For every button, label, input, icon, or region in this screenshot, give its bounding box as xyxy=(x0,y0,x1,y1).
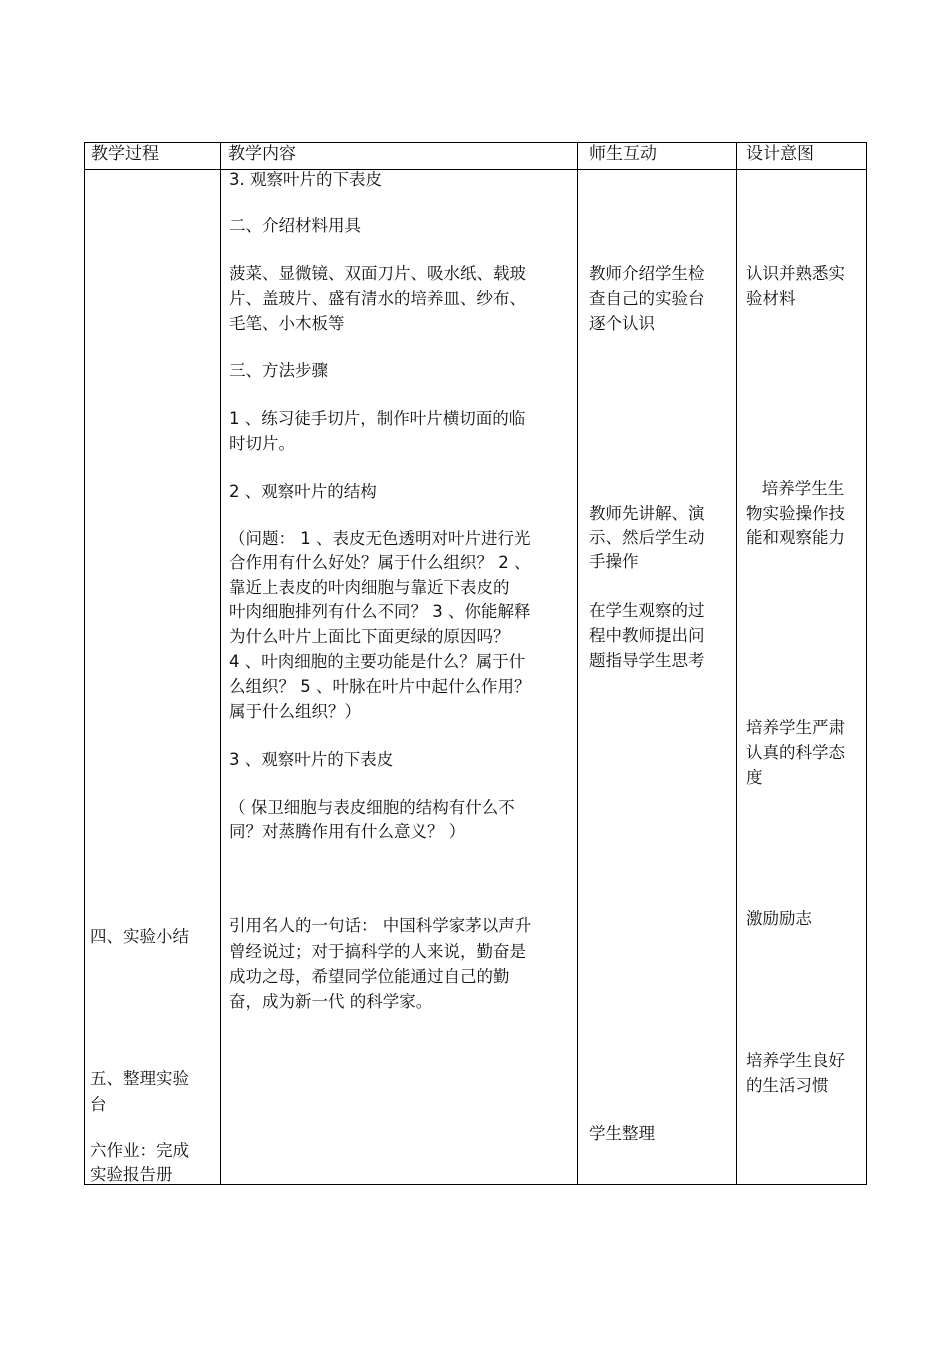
content-step3-question-line: 同？对蒸腾作用有什么意义？ ） xyxy=(229,822,466,841)
content-step2-title: 2 、观察叶片的结构 xyxy=(229,482,377,501)
header-interaction: 师生互动 xyxy=(589,144,657,164)
content-question-line: 合作用有什么好处？属于什么组织？ 2 、 xyxy=(229,553,531,572)
content-question-line: 属于什么组织？） xyxy=(229,702,361,721)
intent-attitude-line: 认真的科学态 xyxy=(746,743,845,762)
content-quote-line: 引用名人的一句话： 中国科学家茅以声升 xyxy=(229,916,532,935)
content-materials-line: 毛笔、小木板等 xyxy=(229,314,345,333)
intent-attitude-line: 培养学生严肃 xyxy=(746,718,845,737)
intent-habit-line: 的生活习惯 xyxy=(746,1076,829,1095)
content-question-line: 叶肉细胞排列有什么不同？ 3 、你能解释 xyxy=(229,602,531,621)
intent-familiar-line: 认识并熟悉实 xyxy=(746,264,845,283)
intent-skills-line: 能和观察能力 xyxy=(746,528,845,547)
intent-habit-line: 培养学生良好 xyxy=(746,1051,845,1070)
content-question-line: （问题： 1 、表皮无色透明对叶片进行光 xyxy=(229,529,531,548)
content-question-line: 么组织？ 5 、叶脉在叶片中起什么作用？ xyxy=(229,677,531,696)
interaction-guide-line: 题指导学生思考 xyxy=(589,651,705,670)
process-homework-line: 六作业：完成 xyxy=(90,1141,189,1160)
intent-motivate: 激励励志 xyxy=(746,909,812,928)
process-homework-line: 实验报告册 xyxy=(90,1165,173,1184)
content-step3-question-line: （ 保卫细胞与表皮细胞的结构有什么不 xyxy=(229,798,515,817)
content-step1-line: 1 、练习徒手切片，制作叶片横切面的临 xyxy=(229,409,526,428)
content-item3-top: 3. 观察叶片的下表皮 xyxy=(229,170,382,189)
interaction-intro-line: 教师介绍学生检 xyxy=(589,264,705,283)
intent-skills-line: 培养学生生 xyxy=(746,479,845,498)
intent-familiar-line: 验材料 xyxy=(746,289,796,308)
content-question-line: 为什么叶片上面比下面更绿的原因吗？ xyxy=(229,627,510,646)
interaction-intro-line: 查自己的实验台 xyxy=(589,289,705,308)
interaction-tidy: 学生整理 xyxy=(589,1124,655,1143)
interaction-demo-line: 教师先讲解、演 xyxy=(589,504,705,523)
interaction-demo-line: 手操作 xyxy=(589,552,639,571)
content-quote-line: 成功之母，希望同学位能通过自己的勤 xyxy=(229,967,510,986)
header-content: 教学内容 xyxy=(228,144,296,164)
content-section3-title: 三、方法步骤 xyxy=(229,361,328,380)
column-divider xyxy=(736,143,737,1184)
content-quote-line: 曾经说过；对于搞科学的人来说，勤奋是 xyxy=(229,942,526,961)
interaction-intro-line: 逐个认识 xyxy=(589,314,655,333)
content-materials-line: 菠菜、显微镜、双面刀片、吸水纸、载玻 xyxy=(229,264,526,283)
content-question-line: 靠近上表皮的叶肉细胞与靠近下表皮的 xyxy=(229,578,510,597)
column-divider xyxy=(577,143,578,1184)
process-summary: 四、实验小结 xyxy=(90,927,189,946)
content-section2-title: 二、介绍材料用具 xyxy=(229,216,361,235)
header-intent: 设计意图 xyxy=(746,144,814,164)
content-step1-line: 时切片。 xyxy=(229,434,295,453)
interaction-guide-line: 程中教师提出问 xyxy=(589,626,705,645)
intent-skills-line: 物实验操作技 xyxy=(746,504,845,523)
header-divider xyxy=(85,169,866,170)
interaction-demo-line: 示、然后学生动 xyxy=(589,528,705,547)
process-tidy-line: 五、整理实验 xyxy=(90,1069,189,1088)
content-question-line: 4 、叶肉细胞的主要功能是什么？属于什 xyxy=(229,652,526,671)
header-process: 教学过程 xyxy=(91,144,159,164)
interaction-guide-line: 在学生观察的过 xyxy=(589,601,705,620)
content-step3-title: 3 、观察叶片的下表皮 xyxy=(229,750,394,769)
content-quote-line: 奋，成为新一代 的科学家。 xyxy=(229,992,433,1011)
intent-attitude-line: 度 xyxy=(746,768,763,787)
content-materials-line: 片、盖玻片、盛有清水的培养皿、纱布、 xyxy=(229,289,526,308)
process-tidy-line: 台 xyxy=(90,1095,107,1114)
column-divider xyxy=(220,143,221,1184)
